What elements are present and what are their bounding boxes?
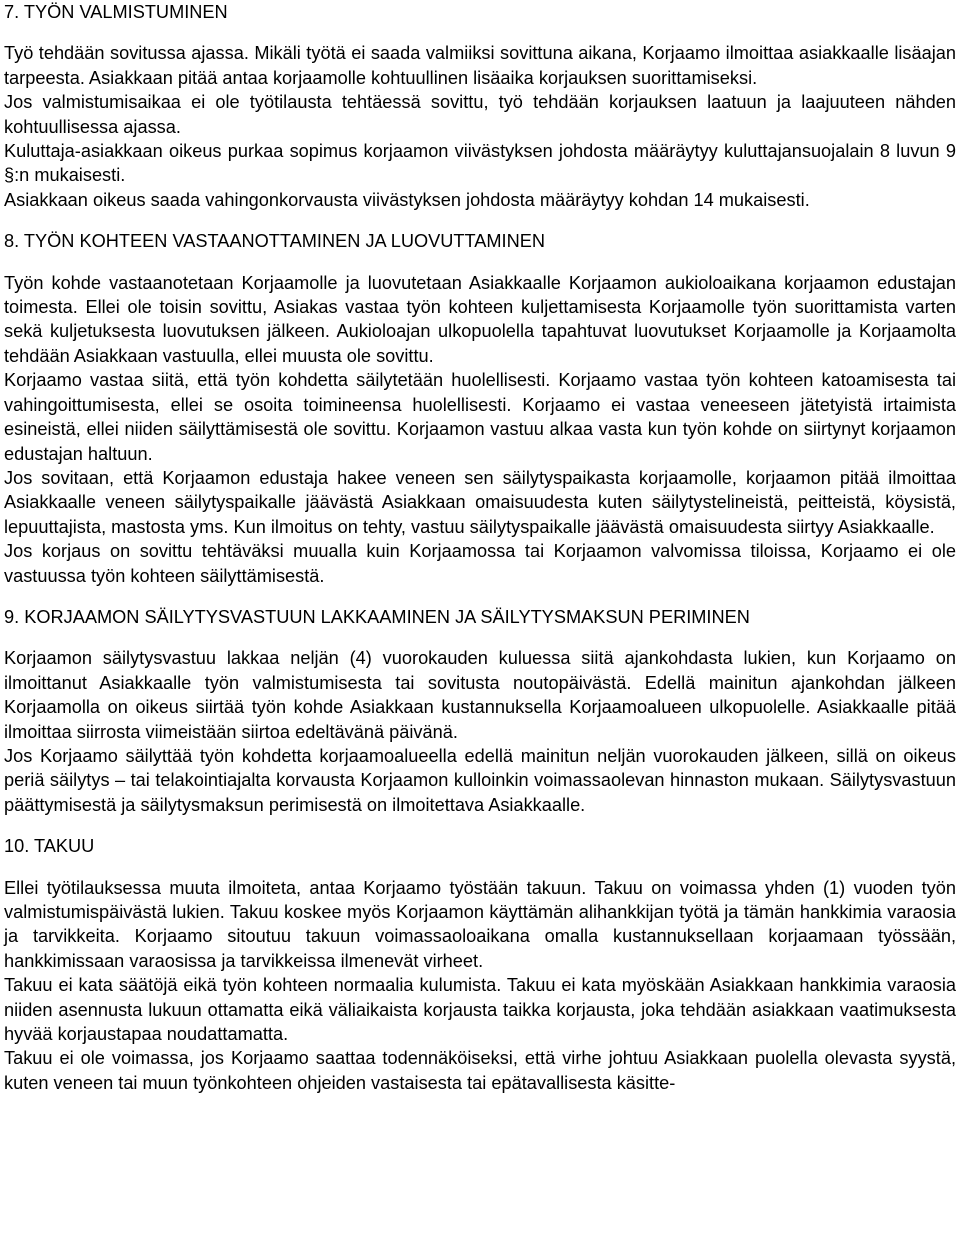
section-takuu [4, 834, 956, 1095]
section-sailytysvastuu [4, 605, 956, 817]
spacer [4, 588, 956, 605]
paragraph: Korjaamo vastaa siitä, että työn kohdetta säilytetään huolellisesti. Korjaamo vastaa työn kohteen katoamisesta tai vahingoittumisesta, ellei se osoita toimineensa huolellisesti. Korjaamo ei vastaa veneeseen jätetyistä irtaimista esineistä, ellei niiden säilyttämisestä ole sovittu. Korjaamon vastuu alkaa vasta kun työn kohde on siirtynyt korjaamon edustajan haltuun. [4, 370, 956, 464]
paragraph: Kuluttaja-asiakkaan oikeus purkaa sopimus korjaamon viivästyksen johdosta määräytyy kuluttajansuojalain 8 luvun 9 §:n mukaisesti. [4, 141, 956, 186]
paragraph: Jos sovitaan, että Korjaamon edustaja hakee veneen sen säilytyspaikasta korjaamolle, korjaamon pitää ilmoittaa Asiakkaalle veneen säilytyspaikalle jäävästä Asiakkaan omaisuudesta kuten säilytystelineistä, peitteistä, köysistä, lepuuttajista, mastosta yms. Kun ilmoitus on tehty, vastuu säilytyspaikalle jäävästä omaisuudesta siirtyy Asiakkaalle. [4, 467, 956, 537]
paragraph: Jos valmistumisaikaa ei ole työtilausta tehtäessä sovittu, työ tehdään korjauksen laatuun ja laajuuteen nähden kohtuullisessa ajassa. [4, 92, 956, 137]
paragraph: Työn kohde vastaanotetaan Korjaamolle ja luovutetaan Asiakkaalle Korjaamon aukioloaikana korjaamon edustajan toimesta. Ellei ole toisin sovittu, Asiakas vastaa työn kohteen kuljettamisesta Korjaamolle työn suorittamista varten sekä kuljetuksesta luovutuksen jälkeen. Aukioloajan ulkopuolella tapahtuvat luovutukset Korjaamolle ja Korjaamolta tehdään Asiakkaan vastuulla, ellei muusta ole sovittu. [4, 272, 956, 366]
section-heading: 8. TYÖN KOHTEEN VASTAANOTTAMINEN JA LUOVUTTAMINEN [4, 231, 545, 252]
section-valmistuminen [4, 0, 956, 212]
paragraph: Jos korjaus on sovittu tehtäväksi muualla kuin Korjaamossa tai Korjaamon valvomissa tiloissa, Korjaamo ei ole vastuussa työn kohteen säilyttämisestä. [4, 541, 956, 586]
spacer [4, 817, 956, 834]
spacer [4, 212, 956, 229]
spacer [4, 254, 956, 271]
section-heading: 9. KORJAAMON SÄILYTYSVASTUUN LAKKAAMINEN JA SÄILYTYSMAKSUN PERIMINEN [4, 606, 750, 627]
spacer [4, 24, 956, 41]
paragraph: Korjaamon säilytysvastuu lakkaa neljän (4) vuorokauden kuluessa siitä ajankohdasta lukien, kun Korjaamo on ilmoittanut Asiakkaalle työn valmistumisesta tai sovitusta noutopäivästä. Edellä mainitun ajankohdan jälkeen Korjaamolla on oikeus siirtää työn kohde Asiakkaan kustannuksella Korjaamoalueen ulkopuolelle. Asiakkaalle pitää ilmoittaa siirrosta viimeistään siirtoa edeltävänä päivänä. [4, 648, 956, 742]
spacer [4, 629, 956, 646]
paragraph: Asiakkaan oikeus saada vahingonkorvausta viivästyksen johdosta määräytyy kohdan 14 mukaisesti. [4, 189, 810, 210]
paragraph: Jos Korjaamo säilyttää työn kohdetta korjaamoalueella edellä mainitun neljän vuorokauden jälkeen, sillä on oikeus periä säilytys – tai telakointiajalta korvausta Korjaamon kulloinkin voimassaolevan hinnaston mukaan. Säilytysvastuun päättymisestä ja säilytysmaksun perimisestä on ilmoitettava Asiakkaalle. [4, 745, 956, 815]
paragraph: Ellei työtilauksessa muuta ilmoiteta, antaa Korjaamo työstään takuun. Takuu on voimassa yhden (1) vuoden työn valmistumispäivästä lukien. Takuu koskee myös Korjaamon käyttämän alihankkijan työtä ja tämän hankkimia varaosia ja tarvikkeita. Korjaamo sitoutuu takuun voimassaoloaikana omalla kustannuksellaan korjaamaan työssään, hankkimissaan varaosissa ja tarvikkeissa ilmenevät virheet. [4, 877, 956, 971]
section-heading: 7. TYÖN VALMISTUMINEN [4, 2, 228, 22]
spacer [4, 859, 956, 876]
paragraph: Takuu ei kata säätöjä eikä työn kohteen normaalia kulumista. Takuu ei kata myöskään Asiakkaan hankkimia varaosia niiden asennusta lukuun ottamatta eikä väliaikaista korjausta taikka korjausta, joka tehdään asiakkaan vaatimuksesta hyvää korjaustapaa noudattamatta. [4, 975, 956, 1045]
section-vastaanottaminen [4, 229, 956, 588]
paragraph: Takuu ei ole voimassa, jos Korjaamo saattaa todennäköiseksi, että virhe johtuu Asiakkaan puolella olevasta syystä, kuten veneen tai muun työnkohteen ohjeiden vastaisesta tai epätavallisesta käsitte- [4, 1048, 956, 1093]
section-heading: 10. TAKUU [4, 836, 95, 857]
paragraph: Työ tehdään sovitussa ajassa. Mikäli työtä ei saada valmiiksi sovittuna aikana, Korjaamo ilmoittaa asiakkaalle lisäajan tarpeesta. Asiakkaan pitää antaa korjaamolle kohtuullinen lisäaika korjauksen suorittamiseksi. [4, 43, 956, 88]
